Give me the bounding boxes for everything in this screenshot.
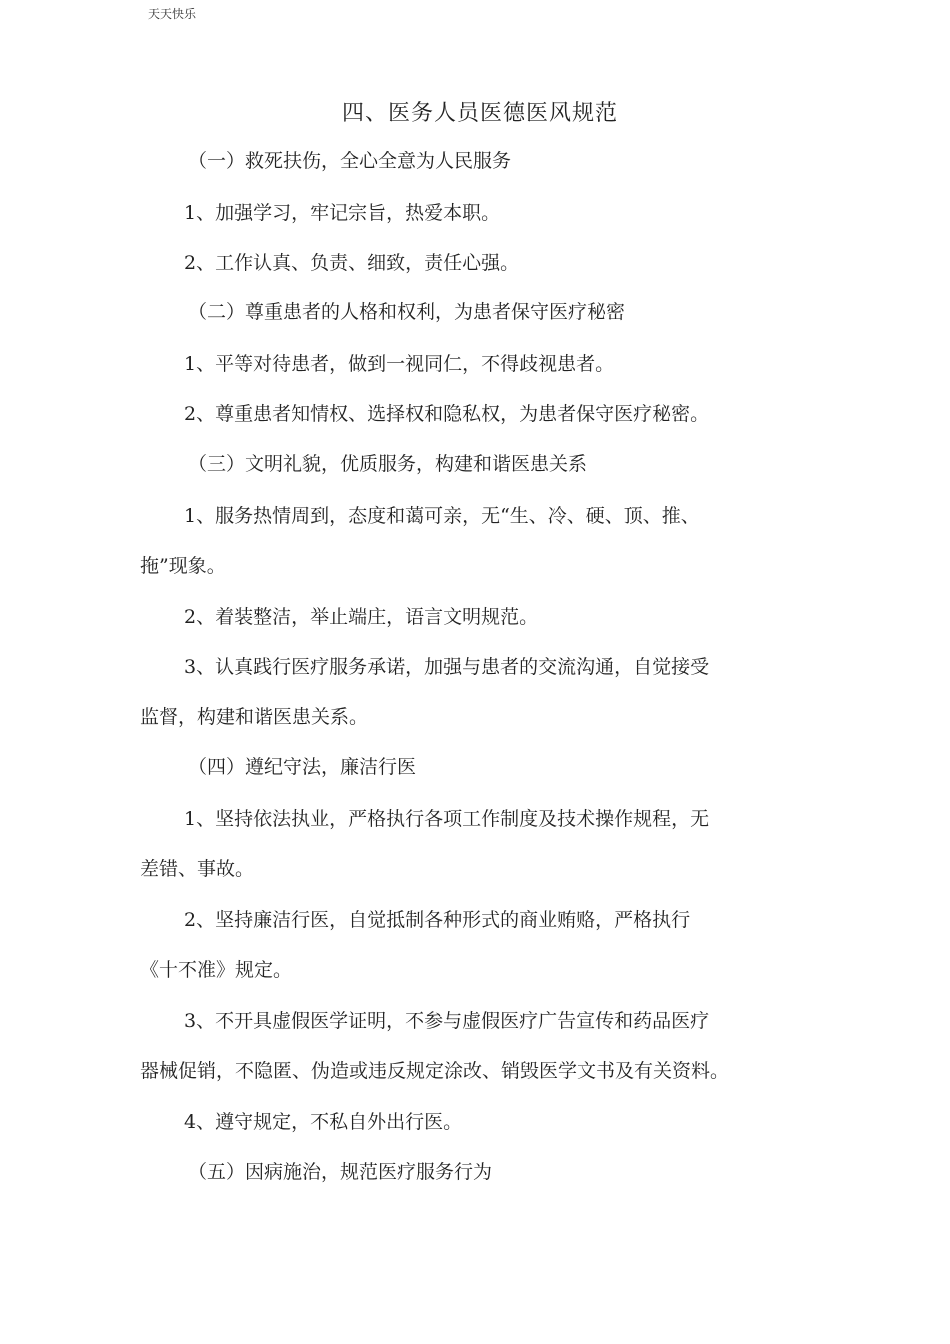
- paragraph-line: 1、坚持依法执业，严格执行各项工作制度及技术操作规程，无: [184, 808, 710, 830]
- paragraph-line: 《十不准》规定。: [140, 959, 293, 981]
- paragraph-line: 差错、事故。: [140, 858, 255, 880]
- paragraph-line: 拖”现象。: [140, 555, 226, 577]
- section-heading-3: （三）文明礼貌，优质服务，构建和谐医患关系: [188, 453, 588, 475]
- header-note: 天天快乐: [148, 7, 197, 21]
- paragraph-line: 3、认真践行医疗服务承诺，加强与患者的交流沟通，自觉接受: [184, 656, 710, 678]
- paragraph-line: 1、服务热情周到，态度和蔼可亲，无“生、冷、硬、顶、推、: [184, 505, 700, 527]
- paragraph-line: 1、加强学习，牢记宗旨，热爱本职。: [184, 202, 501, 224]
- paragraph-line: 器械促销，不隐匿、伪造或违反规定涂改、销毁医学文书及有关资料。: [140, 1060, 730, 1082]
- paragraph-line: 3、不开具虚假医学证明，不参与虚假医疗广告宣传和药品医疗: [184, 1010, 710, 1032]
- paragraph-line: 2、坚持廉洁行医，自觉抵制各种形式的商业贿赂，严格执行: [184, 909, 691, 931]
- section-heading-5: （五）因病施治，规范医疗服务行为: [188, 1161, 493, 1183]
- paragraph-line: 2、工作认真、负责、细致，责任心强。: [184, 252, 520, 274]
- section-heading-4: （四）遵纪守法，廉洁行医: [188, 756, 417, 778]
- paragraph-line: 4、遵守规定，不私自外出行医。: [184, 1111, 463, 1133]
- paragraph-line: 监督，构建和谐医患关系。: [140, 706, 369, 728]
- section-heading-1: （一）救死扶伤，全心全意为人民服务: [188, 150, 512, 172]
- section-heading-2: （二）尊重患者的人格和权利，为患者保守医疗秘密: [188, 301, 626, 323]
- paragraph-line: 2、着装整洁，举止端庄，语言文明规范。: [184, 606, 539, 628]
- paragraph-line: 1、平等对待患者，做到一视同仁，不得歧视患者。: [184, 353, 615, 375]
- document-title: 四、医务人员医德医风规范: [341, 101, 618, 126]
- paragraph-line: 2、尊重患者知情权、选择权和隐私权，为患者保守医疗秘密。: [184, 403, 710, 425]
